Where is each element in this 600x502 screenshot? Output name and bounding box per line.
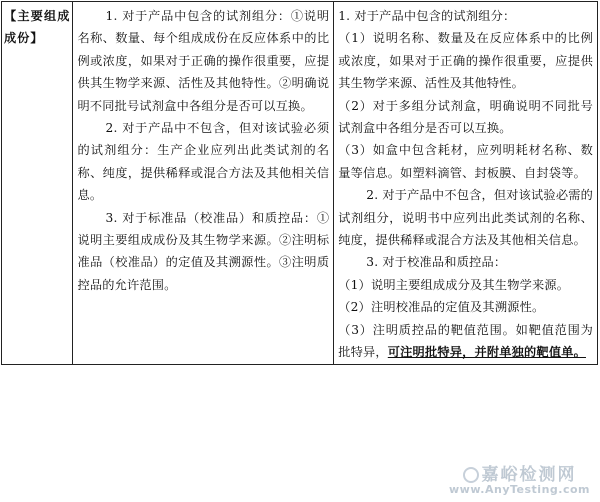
right-paragraph-8: （2）注明校准品的定值及其溯源性。 (338, 300, 545, 315)
watermark (449, 466, 590, 496)
left-paragraph-2: 2. 对于产品中不包含，但对该试验必须的试剂组分：生产企业应列出此类试剂的名称、纯度，提供稀释或混合方法及其他相关信息。 (77, 121, 330, 203)
revised-requirements-cell (334, 2, 598, 365)
watermark-cn: 嘉峪检测网 (481, 465, 577, 485)
comparison-table (1, 1, 598, 365)
watermark-logo-icon (463, 467, 479, 483)
left-paragraph-1: 1. 对于产品中包含的试剂组分：①说明名称、数量、每个组成成份在反应体系中的比例或浓度，如果对于正确的操作很重要，应提供其生物学来源、活性及其他特性。②明确说明不同批号试剂盒中各组分是否可以互换。 (77, 9, 330, 113)
watermark-en: www.AnyTesting.com (449, 483, 590, 496)
right-paragraph-9-emphasis: 可注明批特异，并附单独的靶值单。 (387, 345, 586, 360)
right-paragraph-4: （3）如盒中包含耗材，应列明耗材名称、数量等信息。如塑料滴管、封板膜、自封袋等。 (338, 143, 593, 180)
right-paragraph-9 (338, 319, 593, 364)
right-paragraph-2: （1）说明名称、数量及在反应体系中的比例或浓度，如果对于正确的操作很重要，应提供其生物学来源、活性及其他特性。 (338, 31, 593, 91)
right-paragraph-5: 2. 对于产品中不包含，但对该试验必需的试剂组分，说明书中应列出此类试剂的名称、纯度，提供稀释或混合方法及其他相关信息。 (338, 188, 593, 248)
row-header-label: 【主要组成成份】 (4, 9, 71, 46)
row-header-cell (2, 2, 73, 365)
right-paragraph-7: （1）说明主要组成成分及其生物学来源。 (338, 277, 570, 292)
right-paragraph-6: 3. 对于校准品和质控品： (366, 255, 507, 270)
table-row (2, 2, 598, 365)
right-paragraph-9-text: （3）注明质控品的靶值范围。如靶值范围为批特异， (338, 322, 593, 360)
original-requirements-cell (73, 2, 334, 365)
right-paragraph-1: 1. 对于产品中包含的试剂组分： (338, 9, 516, 23)
right-paragraph-3: （2）对于多组分试剂盒，明确说明不同批号试剂盒中各组分是否可以互换。 (338, 98, 593, 136)
left-paragraph-3: 3. 对于标准品（校准品）和质控品：①说明主要组成成份及其生物学来源。②注明标准品（校准品）的定值及其溯源性。③注明质控品的允许范围。 (77, 210, 330, 292)
